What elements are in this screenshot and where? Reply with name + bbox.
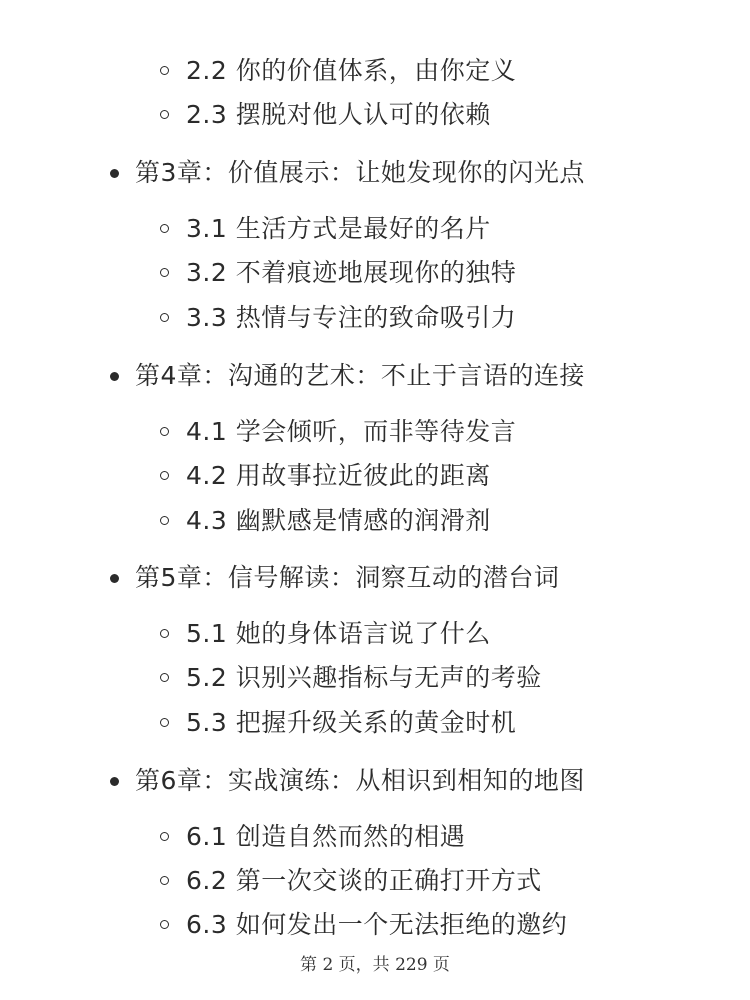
toc-section-4-1 <box>160 415 516 449</box>
toc-chapter-text: 第5章：信号解读：洞察互动的潜台词 <box>135 563 560 592</box>
toc-section-5-1 <box>160 617 491 651</box>
circle-bullet-icon <box>160 876 169 885</box>
toc-section-text: 4.1 学会倾听，而非等待发言 <box>186 417 517 446</box>
circle-bullet-icon <box>160 427 169 436</box>
toc-section-5-3 <box>160 706 516 740</box>
circle-bullet-icon <box>160 313 169 322</box>
toc-section-3-3 <box>160 301 516 335</box>
toc-section-text: 3.3 热情与专注的致命吸引力 <box>186 303 517 332</box>
toc-section-4-3 <box>160 504 491 538</box>
disc-bullet-icon <box>110 169 119 178</box>
toc-section-text: 3.1 生活方式是最好的名片 <box>186 214 491 243</box>
toc-section-2-3 <box>160 98 491 132</box>
disc-bullet-icon <box>110 372 119 381</box>
toc-chapter-6 <box>110 764 585 798</box>
toc-section-text: 4.2 用故事拉近彼此的距离 <box>186 461 491 490</box>
circle-bullet-icon <box>160 66 169 75</box>
toc-chapter-text: 第4章：沟通的艺术：不止于言语的连接 <box>135 361 585 390</box>
circle-bullet-icon <box>160 920 169 929</box>
toc-section-3-2 <box>160 256 516 290</box>
toc-section-text: 4.3 幽默感是情感的润滑剂 <box>186 506 491 535</box>
circle-bullet-icon <box>160 110 169 119</box>
toc-section-3-1 <box>160 212 491 246</box>
toc-section-6-3 <box>160 908 567 942</box>
toc-section-4-2 <box>160 459 491 493</box>
circle-bullet-icon <box>160 832 169 841</box>
circle-bullet-icon <box>160 224 169 233</box>
circle-bullet-icon <box>160 471 169 480</box>
circle-bullet-icon <box>160 268 169 277</box>
toc-chapter-5 <box>110 561 559 595</box>
toc-section-text: 5.2 识别兴趣指标与无声的考验 <box>186 663 542 692</box>
toc-chapter-3 <box>110 156 585 190</box>
toc-chapter-text: 第3章：价值展示：让她发现你的闪光点 <box>135 158 585 187</box>
toc-section-text: 5.1 她的身体语言说了什么 <box>186 619 491 648</box>
circle-bullet-icon <box>160 629 169 638</box>
toc-section-text: 6.1 创造自然而然的相遇 <box>186 822 466 851</box>
toc-chapter-text: 第6章：实战演练：从相识到相知的地图 <box>135 766 585 795</box>
toc-section-text: 5.3 把握升级关系的黄金时机 <box>186 708 517 737</box>
toc-section-text: 3.2 不着痕迹地展现你的独特 <box>186 258 517 287</box>
toc-section-5-2 <box>160 661 542 695</box>
toc-section-text: 2.2 你的价值体系，由你定义 <box>186 56 517 85</box>
disc-bullet-icon <box>110 574 119 583</box>
circle-bullet-icon <box>160 673 169 682</box>
toc-section-6-1 <box>160 820 465 854</box>
toc-section-6-2 <box>160 864 542 898</box>
toc-section-text: 2.3 摆脱对他人认可的依赖 <box>186 100 491 129</box>
toc-section-text: 6.2 第一次交谈的正确打开方式 <box>186 866 542 895</box>
page-number-footer: 第 2 页，共 229 页 <box>300 955 450 975</box>
disc-bullet-icon <box>110 777 119 786</box>
circle-bullet-icon <box>160 516 169 525</box>
toc-chapter-4 <box>110 359 585 393</box>
toc-section-text: 6.3 如何发出一个无法拒绝的邀约 <box>186 910 568 939</box>
toc-section-2-2 <box>160 54 516 88</box>
circle-bullet-icon <box>160 718 169 727</box>
